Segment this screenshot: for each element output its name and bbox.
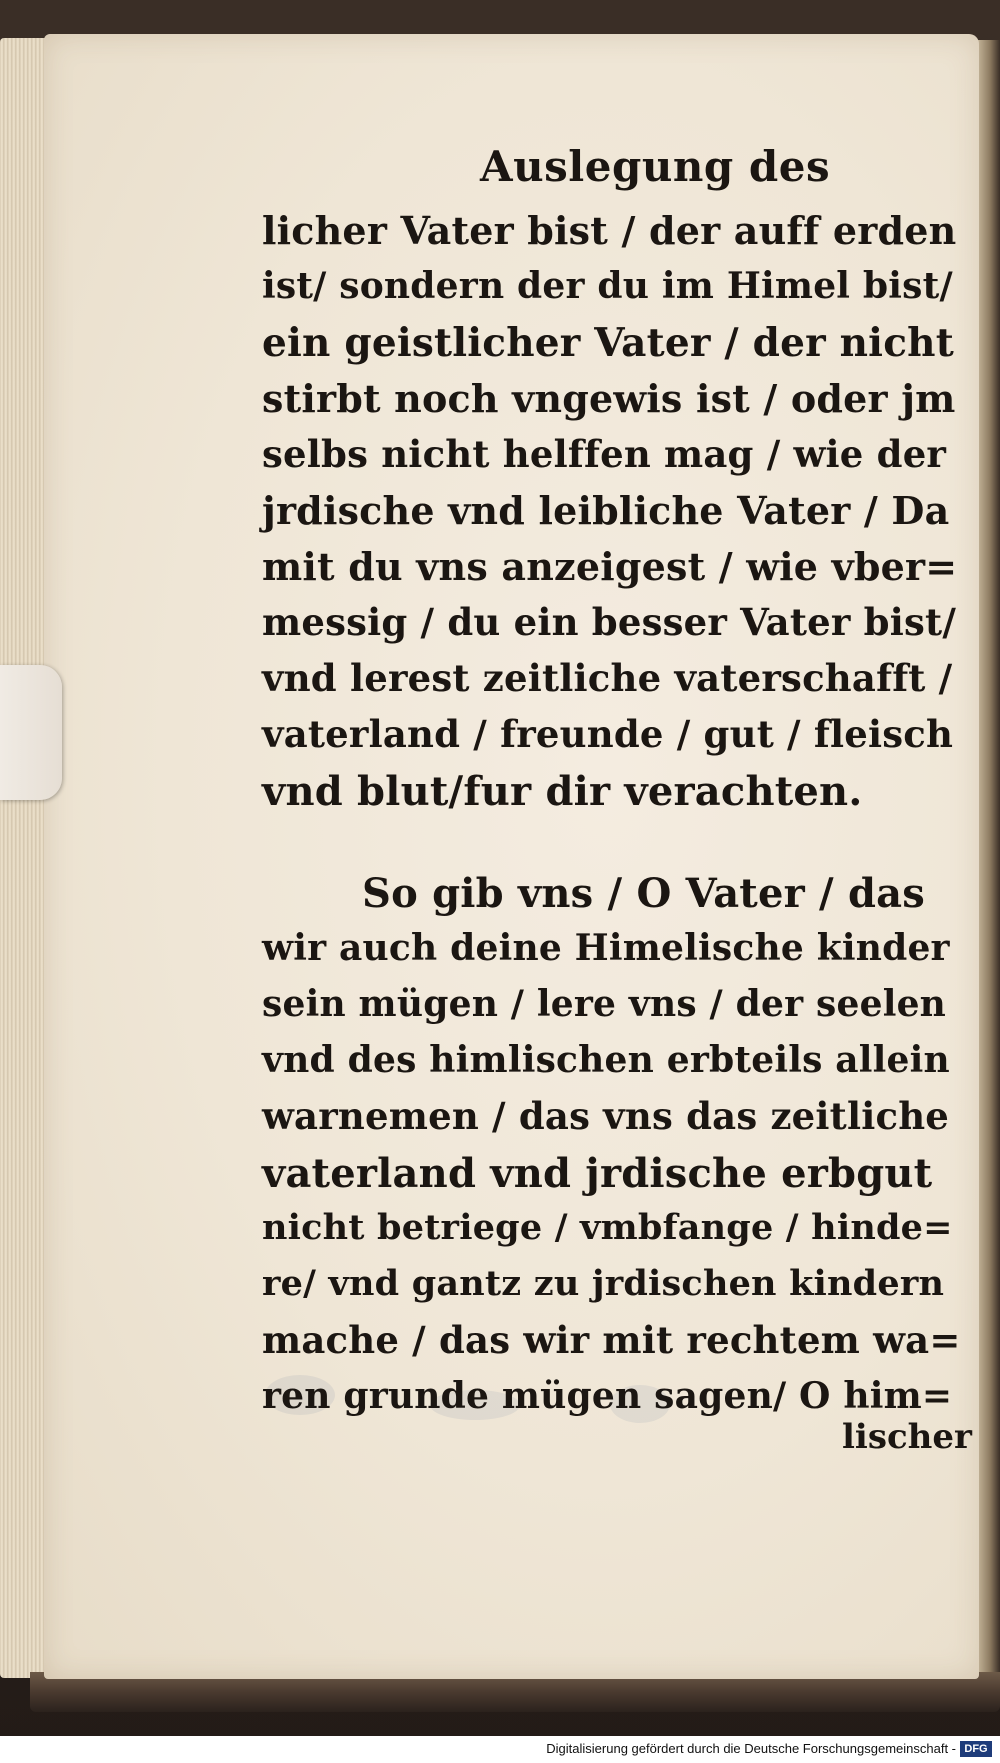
text-line: sein mügen / lere vns / der seelen	[262, 983, 947, 1025]
text-line: So gib vns / O Vater / das	[362, 870, 925, 917]
text-line: re/ vnd gantz zu jrdischen kindern	[262, 1263, 945, 1304]
text-line: ist/ sondern der du im Himel bist/	[262, 265, 953, 307]
text-line: mit du vns anzeigest / wie vber=	[262, 544, 958, 589]
text-line: nicht betriege / vmbfange / hinde=	[262, 1207, 953, 1248]
running-head: Auslegung des	[480, 142, 831, 191]
text-line: vnd des himlischen erbteils allein	[262, 1039, 950, 1081]
page-stack-edge	[0, 38, 50, 1678]
text-line: ren grunde mügen sagen/ O him=	[262, 1375, 953, 1417]
text-line: vnd lerest zeitliche vaterschafft /	[262, 656, 953, 700]
footer-credit: Digitalisierung gefördert durch die Deutsche Forschungsgemeinschaft -	[546, 1741, 956, 1756]
text-line: vaterland vnd jrdische erbgut	[262, 1150, 933, 1197]
text-line: wir auch deine Himelische kinder	[262, 927, 950, 969]
text-line: ein geistlicher Vater / der nicht	[262, 320, 954, 366]
text-line: mache / das wir mit rechtem wa=	[262, 1318, 961, 1362]
text-line: stirbt noch vngewis ist / oder jm	[262, 376, 956, 421]
text-line: messig / du ein besser Vater bist/	[262, 600, 957, 644]
catchword: lischer	[842, 1417, 972, 1457]
text-line: selbs nicht helffen mag / wie der	[262, 432, 947, 476]
text-line: warnemen / das vns das zeitliche	[262, 1094, 950, 1138]
dfg-logo: DFG	[960, 1741, 992, 1757]
text-line: vnd blut/fur dir verachten.	[262, 768, 863, 815]
page-clip	[0, 665, 62, 800]
text-line: vaterland / freunde / gut / fleisch	[262, 712, 954, 756]
text-line: licher Vater bist / der auff erden	[262, 208, 957, 253]
text-line: jrdische vnd leibliche Vater / Da	[262, 488, 950, 533]
